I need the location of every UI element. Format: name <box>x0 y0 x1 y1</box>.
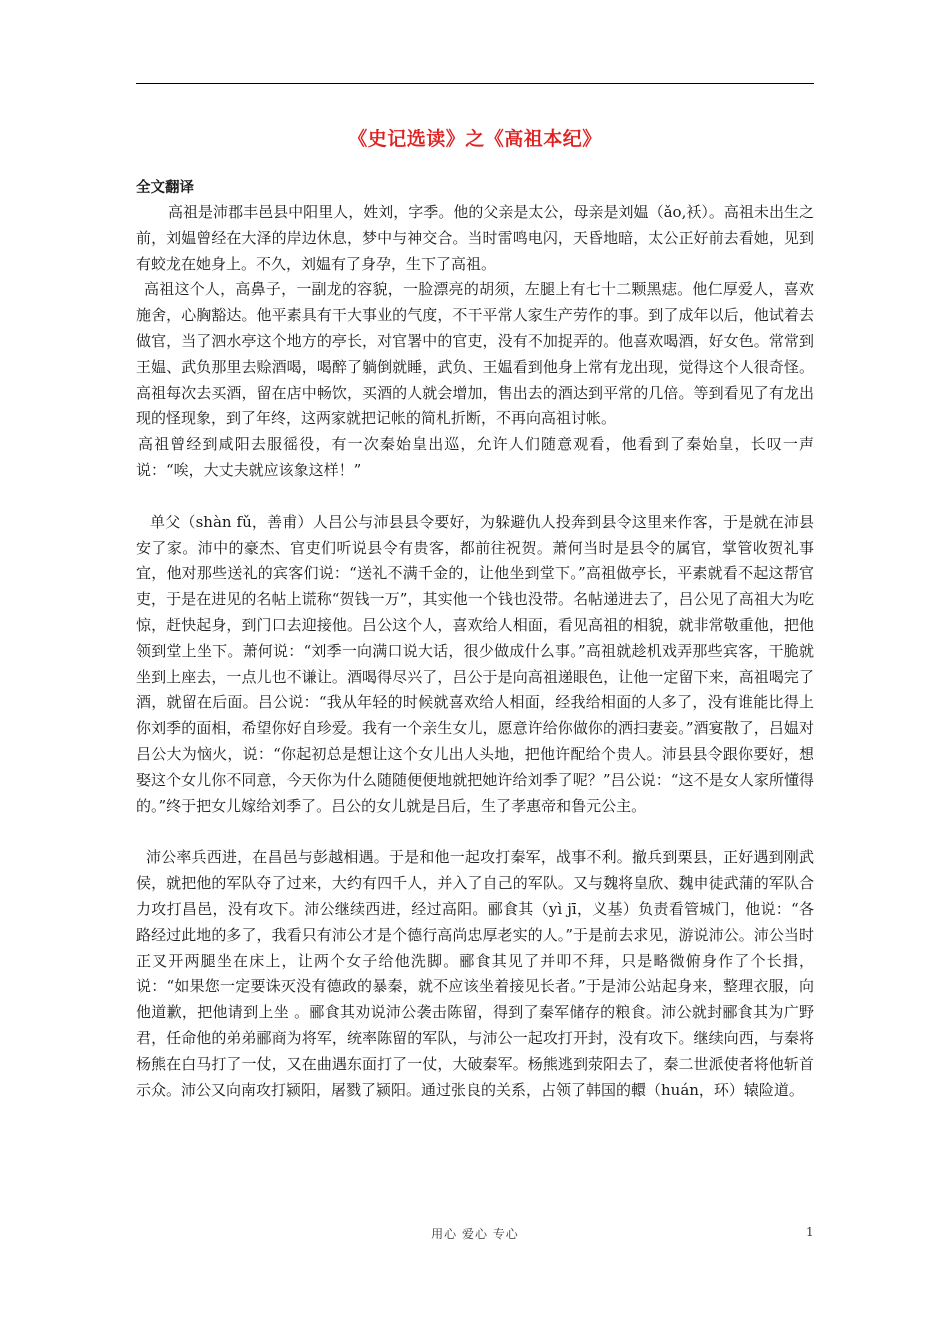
document-title: 《史记选读》之《高祖本纪》 <box>348 128 602 150</box>
paragraph-1: 高祖是沛郡丰邑县中阳里人，姓刘，字季。他的父亲是太公，母亲是刘媪（ǎo,袄）。高祖未出生之前，刘媪曾经在大泽的岸边休息，梦中与神交合。当时雷鸣电闪，天昏地暗，太公正好前去看她，见到有蛟龙在她身上。不久，刘媪有了身孕，生下了高祖。 <box>136 203 814 273</box>
paragraph-4: 单父（shàn fǔ，善甫）人吕公与沛县县令要好，为躲避仇人投奔到县令这里来作客，于是就在沛县安了家。沛中的豪杰、官吏们听说县令有贵客，都前往祝贺。萧何当时是县令的属官，掌管收贺礼事宜，他对那些送礼的宾客们说：“送礼不满千金的，让他坐到堂下。”高祖做亭长，平素就看不起这帮官吏，于是在进见的名帖上谎称“贺钱一万”，其实他一个钱也没带。名帖递进去了，吕公见了高祖大为吃惊，赶快起身，到门口去迎接他。吕公这个人，喜欢给人相面，看见高祖的相貌，就非常敬重他，把他领到堂上坐下。萧何说：“刘季一向满口说大话，很少做成什么事。”高祖就趁机戏弄那些宾客，干脆就坐到上座去，一点儿也不谦让。酒喝得尽兴了，吕公于是向高祖递眼色，让他一定留下来，高祖喝完了酒，就留在后面。吕公说：“我从年轻的时候就喜欢给人相面，经我给相面的人多了，没有谁能比得上你刘季的面相，希望你好自珍爱。我有一个亲生女儿，愿意许给你做你的洒扫妻妾。”酒宴散了，吕媪对吕公大为恼火，说：“你起初总是想让这个女儿出人头地，把他许配给个贵人。沛县县令跟你要好，想娶这个女儿你不同意，今天你为什么随随便便地就把她许给刘季了呢？”吕公说：“这不是女人家所懂得的。”终于把女儿嫁给刘季了。吕公的女儿就是吕后，生了孝惠帝和鲁元公主。 <box>136 512 814 815</box>
page-number: 1 <box>806 1225 814 1239</box>
footer-motto: 用心 爱心 专心 <box>431 1227 519 1241</box>
section-heading: 全文翻译 <box>136 180 194 196</box>
paragraph-2: 高祖这个人，高鼻子，一副龙的容貌，一脸漂亮的胡须，左腿上有七十二颗黑痣。他仁厚爱人，喜欢施舍，心胸豁达。他平素具有干大事业的气度，不干平常人家生产劳作的事。到了成年以后，他试着去做官，当了泗水亭这个地方的亭长，对官署中的官吏，没有不加捉弄的。他喜欢喝酒，好女色。常常到王媪、武负那里去赊酒喝，喝醉了躺倒就睡，武负、王媪看到他身上常有龙出现，觉得这个人很奇怪。高祖每次去买酒，留在店中畅饮，买酒的人就会增加，售出去的酒达到平常的几倍。等到看见了有龙出现的怪现象，到了年终，这两家就把记帐的简札折断，不再向高祖讨帐。 <box>136 280 814 428</box>
body-text <box>136 200 814 1103</box>
paragraph-3: 高祖曾经到咸阳去服徭役，有一次秦始皇出巡，允许人们随意观看，他看到了秦始皇，长叹一声说：“唉，大丈夫就应该象这样！” <box>136 435 814 479</box>
header-rule <box>136 83 814 84</box>
paragraph-5: 沛公率兵西进，在昌邑与彭越相遇。于是和他一起攻打秦军，战事不利。撤兵到栗县，正好遇到刚武侯，就把他的军队夺了过来，大约有四千人，并入了自己的军队。又与魏将皇欣、魏申徒武蒲的军队合力攻打昌邑，没有攻下。沛公继续西进，经过高阳。郦食其（yì jī，义基）负责看管城门，他说：“各路经过此地的多了，我看只有沛公才是个德行高尚忠厚老实的人。”于是前去求见，游说沛公。沛公当时正叉开两腿坐在床上，让两个女子给他洗脚。郦食其见了并叩不拜，只是略微俯身作了个长揖，说：“如果您一定要诛灭没有德政的暴秦，就不应该坐着接见长者。”于是沛公站起身来，整理衣服，向他道歉，把他请到上坐 。郦食其劝说沛公袭击陈留，得到了秦军储存的粮食。沛公就封郦食其为广野君，任命他的弟弟郦商为将军，统率陈留的军队，与沛公一起攻打开封，没有攻下。继续向西，与秦将杨熊在白马打了一仗，又在曲遇东面打了一仗，大破秦军。杨熊逃到荥阳去了，秦二世派使者将他斩首示众。沛公又向南攻打颍阳，屠戮了颍阳。通过张良的关系，占领了韩国的轘（huán，环）辕险道。 <box>136 848 814 1099</box>
